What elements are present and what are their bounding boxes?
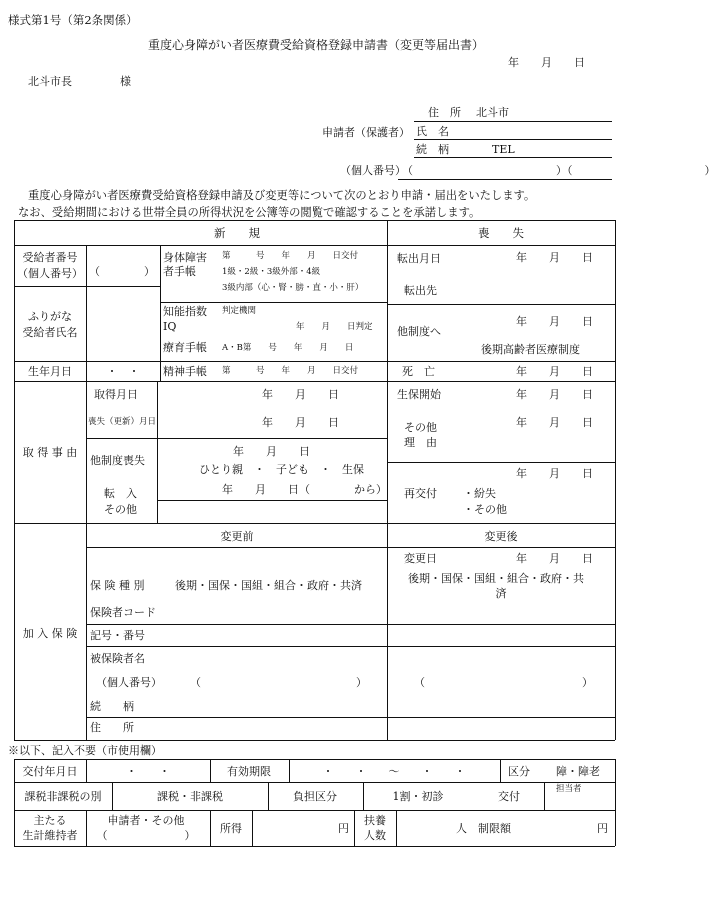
after-paren-left: （ xyxy=(414,676,425,689)
applicant-mynumber-label: （個人番号） xyxy=(340,164,406,177)
dob-value: ・ ・ xyxy=(106,365,140,378)
welfare-start-label: 生保開始 xyxy=(397,388,441,401)
insurance-before-header: 変更前 xyxy=(220,530,254,543)
death-date: 年 月 日 xyxy=(516,365,593,378)
physical-handbook-label-2: 者手帳 xyxy=(163,265,196,278)
other-reason-label-1: その他 xyxy=(404,421,437,434)
acquisition-date-label: 取得月日 xyxy=(94,388,138,401)
transfer-in-from: 年 月 日（ から） xyxy=(222,483,387,496)
staff-label: 担当者 xyxy=(556,784,582,794)
tax-status-label: 課税非課税の別 xyxy=(24,790,102,803)
insured-name-label: 被保険者名 xyxy=(90,652,145,665)
intro-line-2: なお、受給期間における世帯全員の所得状況を公簿等の閲覧で確認することを承諾します。 xyxy=(18,206,481,219)
applicant-mynumber-value: （ ）（ ） xyxy=(402,164,716,177)
mental-label: 精神手帳 xyxy=(163,365,207,378)
issue-label: 交付 xyxy=(498,790,520,803)
tax-status-value: 課税・非課税 xyxy=(157,790,223,803)
address-label: 住 所 xyxy=(90,721,134,734)
symbol-number-label: 記号・番号 xyxy=(90,629,145,642)
welfare-start-date: 年 月 日 xyxy=(516,388,593,401)
acquisition-date-value: 年 月 日 xyxy=(262,388,339,401)
limit-yen: 円 xyxy=(597,822,608,835)
insurance-type-options: 後期・国保・国組・組合・政府・共済 xyxy=(175,579,362,592)
main-earner-label-1: 主たる xyxy=(33,814,67,827)
physical-handbook-grade: 1級・2級・3級外部・4級 xyxy=(222,267,321,277)
reissue-lost: ・紛失 xyxy=(463,487,496,500)
recipient-mynumber-label: （個人番号） xyxy=(17,267,83,280)
death-label: 死 亡 xyxy=(402,365,435,378)
moveout-date-value: 年 月 日 xyxy=(516,251,593,264)
after-type-options-wrap: 済 xyxy=(495,587,507,600)
mynumber-underline xyxy=(398,179,612,180)
issue-date-label: 交付年月日 xyxy=(22,765,78,778)
physical-handbook-issue: 第 号 年 月 日交付 xyxy=(222,251,359,261)
reissue-other: ・その他 xyxy=(463,503,507,516)
reissue-label: 再交付 xyxy=(404,487,437,500)
acq-other-label: その他 xyxy=(104,503,137,516)
relation-label: 続 柄 xyxy=(90,700,134,713)
physical-handbook-label-1: 身体障害 xyxy=(163,251,207,264)
income-label: 所得 xyxy=(220,822,242,835)
relation-underline xyxy=(414,157,612,158)
moveout-destination-label: 転出先 xyxy=(404,284,437,297)
other-system-date: 年 月 日 xyxy=(516,315,593,328)
form-number: 様式第1号（第2条関係） xyxy=(8,13,138,27)
applicant-tel-label: TEL xyxy=(492,143,515,156)
insurance-type-label: 保 険 種 別 xyxy=(90,579,145,592)
valid-period-label: 有効期限 xyxy=(227,765,271,778)
addressee: 北斗市長 xyxy=(28,75,72,88)
insurer-code-label: 保険者コード xyxy=(90,606,156,619)
after-type-options: 後期・国保・国組・組合・政府・共 xyxy=(408,572,584,585)
after-paren-right: ） xyxy=(582,676,593,689)
ryoiku-label: 療育手帳 xyxy=(163,341,207,354)
applicant-address-value: 北斗市 xyxy=(476,106,509,119)
limit-label: 制限額 xyxy=(478,822,511,835)
applicant-other-option: 申請者・その他 xyxy=(107,814,185,827)
loss-renewal-date-value: 年 月 日 xyxy=(262,416,339,429)
recipient-number-field: （ ） xyxy=(89,265,155,278)
office-use-note: ※以下、記入不要（市使用欄） xyxy=(8,744,162,757)
recipient-number-label: 受給者番号 xyxy=(22,251,78,264)
iq-label-2: IQ xyxy=(163,320,177,333)
burden-value: 1割・初診 xyxy=(392,790,444,803)
address-underline xyxy=(414,121,612,122)
before-paren-left: （ xyxy=(190,676,201,689)
change-date-ymd: 年 月 日 xyxy=(516,552,593,565)
iq-agency: 判定機関 xyxy=(222,306,257,316)
transfer-in-label: 転 入 xyxy=(104,487,137,500)
addressee-honorific: 様 xyxy=(120,75,131,88)
applicant-label: 申請者（保護者） xyxy=(322,126,410,139)
category-value: 障・障老 xyxy=(556,765,600,778)
reissue-date: 年 月 日 xyxy=(516,467,593,480)
other-system-loss-label: 他制度喪失 xyxy=(90,454,145,467)
applicant-name-label: 氏 名 xyxy=(416,125,449,138)
other-reason-date: 年 月 日 xyxy=(516,416,593,429)
intro-line-1: 重度心身障がい者医療費受給資格登録申請及び変更等について次のとおり申請・届出をいたします。 xyxy=(28,189,536,202)
issue-date-value: ・ ・ xyxy=(126,765,170,778)
dependents-unit: 人 xyxy=(456,822,467,835)
insurance-after-header: 変更後 xyxy=(484,530,518,543)
burden-label: 負担区分 xyxy=(293,790,337,803)
iq-date: 年 月 日判定 xyxy=(296,322,373,332)
other-system-loss-date: 年 月 日 xyxy=(233,445,310,458)
before-paren-right: ） xyxy=(356,676,367,689)
applicant-address-label: 住 所 xyxy=(428,106,461,119)
dependents-label-2: 人数 xyxy=(364,829,386,842)
ryoiku-value: A・B第 号 年 月 日 xyxy=(222,343,354,353)
applicant-other-field: （ ） xyxy=(96,829,196,842)
furigana-label: ふりがな xyxy=(28,310,72,323)
new-header: 新 規 xyxy=(214,226,260,240)
moveout-date-label: 転出月日 xyxy=(397,252,441,265)
income-yen: 円 xyxy=(338,822,349,835)
dob-label: 生年月日 xyxy=(28,365,72,378)
elderly-system-label: 後期高齢者医療制度 xyxy=(481,343,580,356)
main-earner-label-2: 生計維持者 xyxy=(22,829,78,842)
insured-mynumber-label: （個人番号） xyxy=(96,676,162,689)
acquisition-reason-label: 取 得 事 由 xyxy=(22,446,78,459)
loss-renewal-date-label: 喪失（更新）月日 xyxy=(88,417,157,427)
submission-date: 年 月 日 xyxy=(508,56,585,69)
applicant-relation-label: 続 柄 xyxy=(416,143,449,156)
loss-header: 喪 失 xyxy=(478,226,524,240)
physical-handbook-internal: 3級内部（心・腎・膀・直・小・肝） xyxy=(222,283,364,293)
insurance-section-label: 加 入 保 険 xyxy=(22,627,78,640)
dependents-label-1: 扶養 xyxy=(364,814,386,827)
iq-label-1: 知能指数 xyxy=(163,305,207,318)
name-underline xyxy=(414,139,612,140)
recipient-name-label: 受給者氏名 xyxy=(22,326,78,339)
form-title: 重度心身障がい者医療費受給資格登録申請書（変更等届出書） xyxy=(147,38,485,52)
change-date-label: 変更日 xyxy=(404,552,437,565)
single-parent-options: ひとり親 ・ 子ども ・ 生保 xyxy=(199,463,364,476)
other-reason-label-2: 理 由 xyxy=(404,436,437,449)
category-label: 区分 xyxy=(508,765,530,778)
mental-value: 第 号 年 月 日交付 xyxy=(222,366,359,376)
other-system-label: 他制度へ xyxy=(397,325,441,338)
valid-period-value: ・ ・ ～ ・ ・ xyxy=(322,765,466,778)
